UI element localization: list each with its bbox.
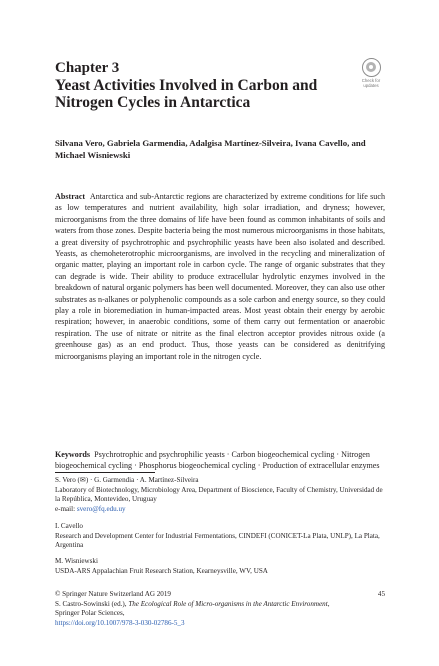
affiliation-address: Laboratory of Biotechnology, Microbiology Area, Department of Bioscience, Faculty of Chemistry, Universidad de la República, Montevideo, Uruguay: [55, 485, 383, 504]
abstract-text: Antarctica and sub-Antarctic regions are characterized by extreme conditions for life such as low temperatures and nutrient availability, high solar irradiation, and dryness; however, microorganisms from the three domains of life have been found as common inhabitants of soils and waters from those zones. Despite bacteria being the most numerous microorganisms in those habitats, a great diversity of psychrotrophic and psychrophilic yeasts have been also isolated and described. Yeasts, as chemoheterotrophic microorganisms, are involved in the recycling and mineralization of organic matter, playing an important role in carbon cycle. The range of organic substrates that they can degrade is wide. Their ability to produce extracellular hydrolytic enzymes involved in the breakdown of natural organic polymers has been well documented. Moreover, they can also use other substrates as n-alkanes or polyphenolic compounds as a sole carbon and energy source, so they could play a role in bioremediation in human-impacted areas. Most yeast obtain their energy by aerobic respiration; however, in anaerobic conditions, some of them carry out fermentation or anaerobic respiration. The use of nitrate or nitrite as the final electron acceptor provides nitrous oxide (a greenhouse gas) as an end product. Thus, those yeasts can be considered as denitrifying microorganisms playing an important role in the nitrogen cycle.: [55, 192, 385, 361]
affiliation-address: Research and Development Center for Industrial Fermentations, CINDEFI (CONICET-La Plata, UNLP), La Plata, Argentina: [55, 531, 380, 550]
keywords: [55, 449, 385, 472]
copyright-block: [55, 590, 355, 628]
keywords-label: Keywords: [55, 450, 91, 459]
affiliation-address: USDA-ARS Appalachian Fruit Research Station, Kearneysville, WV, USA: [55, 566, 268, 575]
series: , Springer Polar Sciences,: [55, 599, 330, 618]
chapter-title: Yeast Activities Involved in Carbon and Nitrogen Cycles in Antarctica: [55, 77, 318, 111]
check-for-updates-icon: [362, 58, 381, 77]
affiliation-2: [55, 522, 385, 551]
chapter-label: Chapter 3: [55, 60, 120, 76]
email-link[interactable]: svero@fq.edu.uy: [76, 504, 126, 513]
affiliation-names: I. Cavello: [55, 522, 83, 530]
copyright-line: © Springer Nature Switzerland AG 2019: [55, 590, 171, 598]
affiliation-names: M. Wisniewski: [55, 557, 98, 565]
abstract-label: Abstract: [55, 192, 86, 201]
affiliation-names: S. Vero (✉) · G. Garmendia · A. Martínez-Silveira: [55, 476, 199, 484]
citation-line: [55, 600, 355, 619]
footnote-divider: [55, 472, 155, 473]
check-for-updates-label: Check for updates: [361, 78, 381, 88]
page-number: 45: [377, 590, 385, 598]
book-title: The Ecological Role of Micro-organisms in the Antarctic Environment: [128, 599, 328, 608]
doi-link[interactable]: https://doi.org/10.1007/978-3-030-02786-5_3: [55, 618, 185, 627]
abstract: [55, 191, 385, 362]
keywords-text: Psychrotrophic and psychrophilic yeasts · Carbon biogeochemical cycling · Nitrogen biogeochemical cycling · Phosphorus biogeochemical cycling · Production of extracellular enzymes: [55, 450, 380, 471]
author-list: Silvana Vero, Gabriela Garmendia, Adalgisa Martínez-Silveira, Ivana Cavello, and Michael Wisniewski: [55, 138, 366, 160]
affiliation-email: [55, 505, 385, 515]
email-label: e-mail:: [55, 504, 77, 513]
editor: S. Castro-Sowinski (ed.),: [55, 599, 129, 608]
affiliation-3: [55, 557, 385, 576]
check-for-updates-badge[interactable]: [356, 58, 386, 88]
affiliation-1: [55, 476, 385, 514]
